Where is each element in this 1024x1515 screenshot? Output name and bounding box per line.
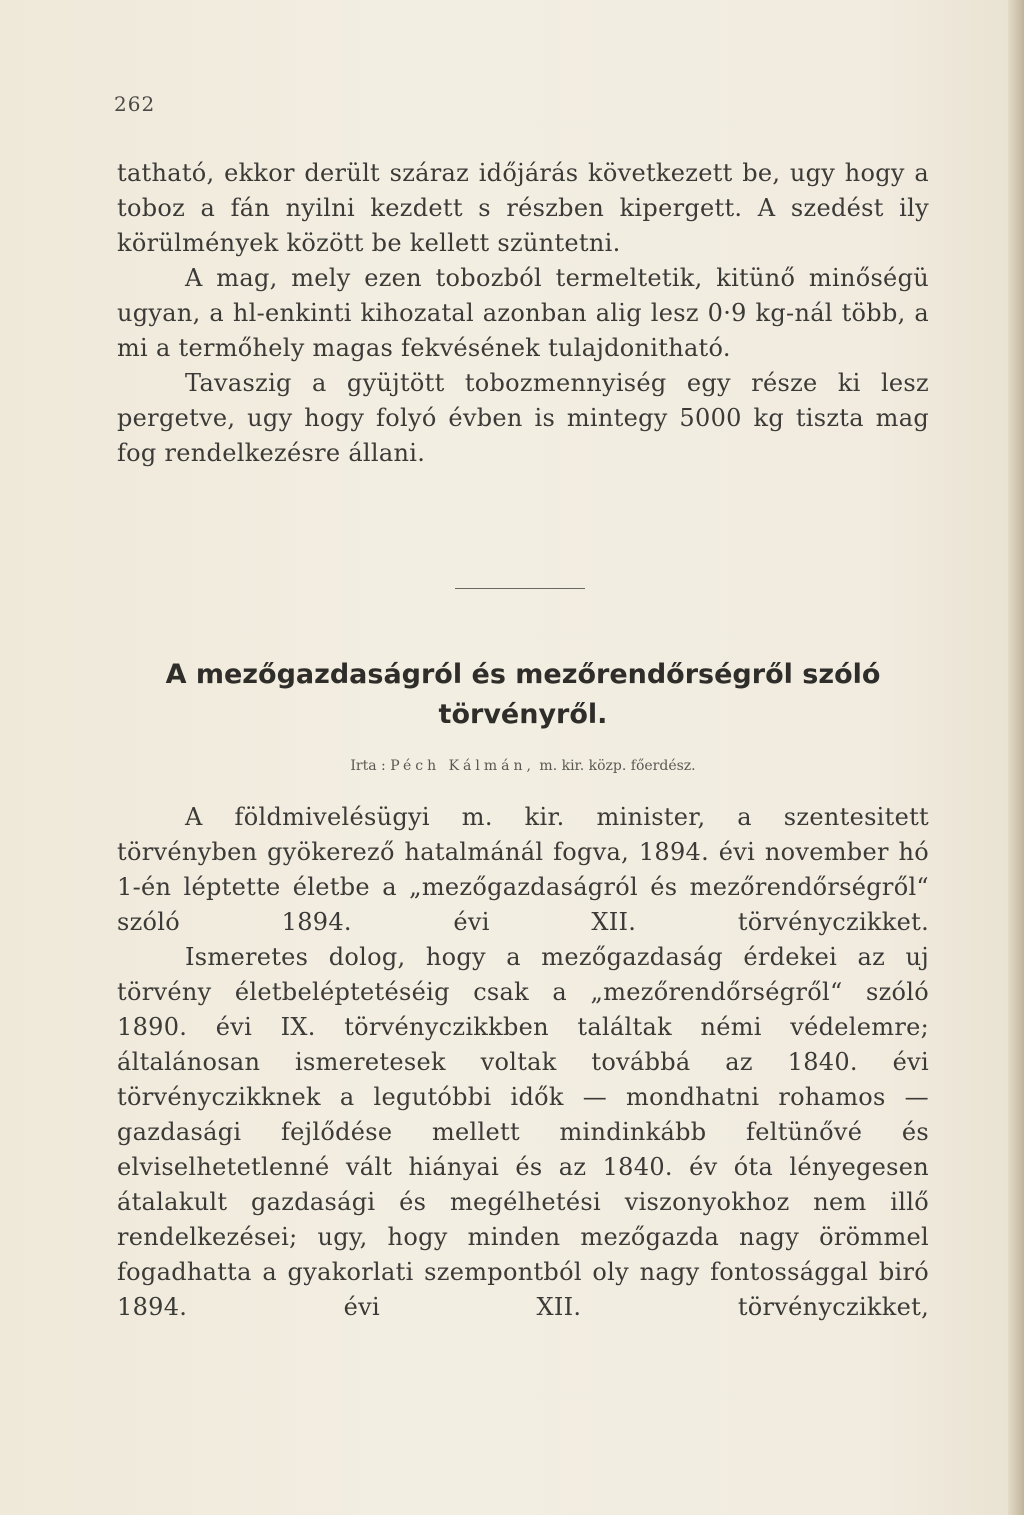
author-title: m. kir. közp. főerdész. (539, 758, 696, 774)
paragraph: A mag, mely ezen tobozból termeltetik, kitünő minőségü ugyan, a hl-enkinti kihozatal azonban alig lesz 0·9 kg-nál több, a mi a termőhely magas fekvésének tulajdonitható. (117, 264, 929, 362)
page-number: 262 (114, 92, 156, 116)
text-block-top (117, 156, 929, 471)
author-name: Péch Kálmán, (390, 758, 535, 774)
byline-prefix: Irta : (350, 758, 386, 774)
paragraph: tatható, ekkor derült száraz időjárás következett be, ugy hogy a toboz a fán nyilni kezdett s részben kipergett. A szedést ily körülmények között be kellett szüntetni. (117, 159, 929, 257)
text-block-article (117, 800, 929, 1325)
paragraph: Ismeretes dolog, hogy a mezőgazdaság érdekei az uj törvény életbeléptetéséig csak a „mezőrendőrségről“ szóló 1890. évi IX. törvényczikkben találtak némi védelemre; általánosan ismeretesek voltak továbbá az 1840. évi törvényczikknek a legutóbbi idők — mondhatni rohamos — gazdasági fejlődése mellett mindinkább feltünővé és elviselhetetlenné vált hiányai és az 1840. év óta lényegesen átalakult gazdasági és megélhetési viszonyokhoz nem illő rendelkezései; ugy, hogy minden mezőgazda nagy örömmel fogadhatta a gyakorlati szempontból oly nagy fontossággal biró 1894. évi XII. törvényczikket, (117, 943, 929, 1321)
byline (117, 756, 929, 776)
article-title: A mezőgazdaságról és mezőrendőrségről szóló törvényről. (165, 659, 881, 730)
section-divider (455, 588, 585, 589)
page-edge (1008, 0, 1024, 1515)
paragraph: A földmivelésügyi m. kir. minister, a szentesitett törvényben gyökerező hatalmánál fogva, 1894. évi november hó 1-én léptette életbe a „mezőgazdaságról és mezőrendőrségről“ szóló 1894. évi XII. törvényczikket. (117, 803, 929, 936)
paragraph: Tavaszig a gyüjtött tobozmennyiség egy része ki lesz pergetve, ugy hogy folyó évben is mintegy 5000 kg tiszta mag fog rendelkezésre állani. (117, 369, 929, 467)
